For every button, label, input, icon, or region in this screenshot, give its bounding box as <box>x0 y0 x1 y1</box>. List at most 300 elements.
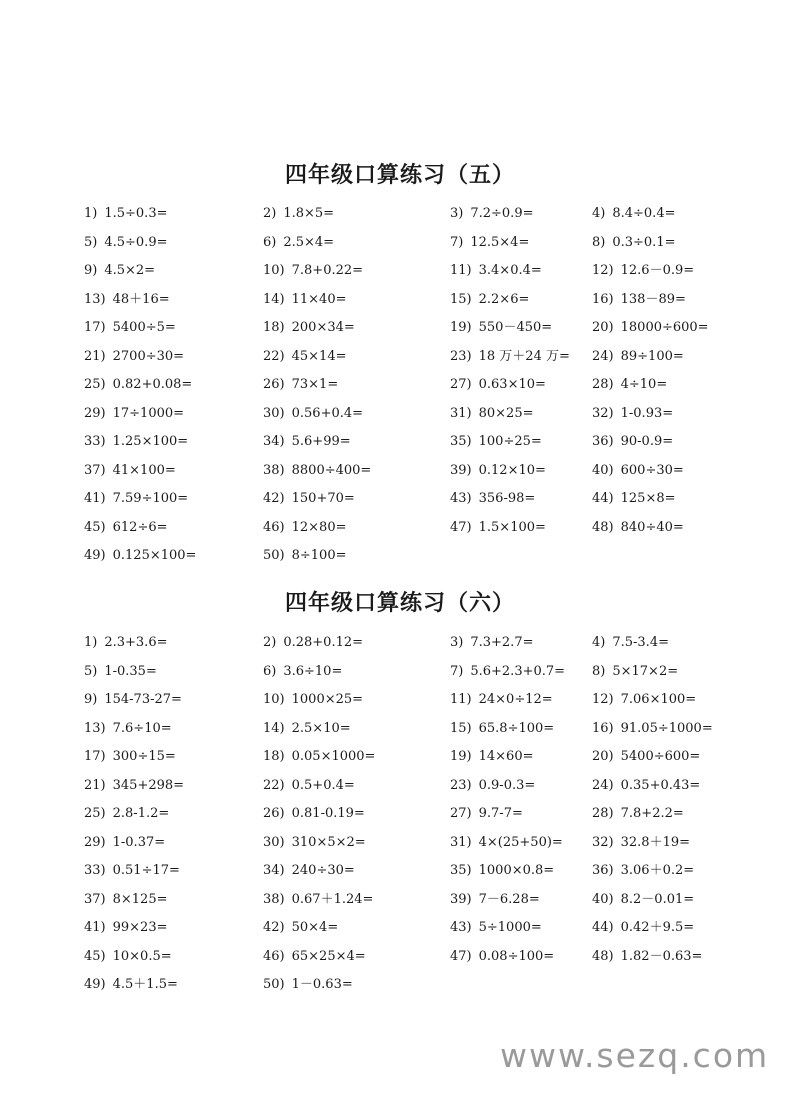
problem-expression: 4.5×2= <box>104 263 156 278</box>
problem-number: 41) <box>84 920 106 935</box>
problem-item <box>84 861 180 881</box>
problem-number: 36) <box>592 863 614 878</box>
problem-expression: 0.56+0.4= <box>291 405 364 421</box>
problem-number: 33) <box>84 863 106 878</box>
problem-expression: 5400÷600= <box>620 749 701 764</box>
problem-item <box>263 233 334 253</box>
problem-item <box>84 975 178 995</box>
problem-number: 44) <box>592 920 614 935</box>
problem-item <box>84 489 188 509</box>
problem-expression: 2.2×6= <box>478 291 530 307</box>
problem-expression: 3.6÷10= <box>283 663 343 679</box>
problem-item <box>263 375 338 395</box>
problem-expression: 8.4÷0.4= <box>612 206 676 221</box>
problem-number: 8) <box>592 234 606 250</box>
problem-expression: 0.42＋9.5= <box>620 920 695 935</box>
problem-expression: 5.6+2.3+0.7= <box>470 663 566 679</box>
problem-number: 39) <box>450 462 472 478</box>
problem-number: 32) <box>592 834 614 850</box>
problem-number: 14) <box>263 720 285 736</box>
problem-expression: 1000×25= <box>291 692 364 707</box>
problem-expression: 4.5＋1.5= <box>112 977 178 992</box>
problem-expression: 2.5×10= <box>291 720 351 736</box>
problem-number: 49) <box>84 548 106 563</box>
problem-number: 39) <box>450 891 472 907</box>
problem-item <box>84 719 172 739</box>
problem-item <box>263 747 375 767</box>
problem-item <box>450 633 533 653</box>
problem-item <box>263 290 347 310</box>
problem-number: 38) <box>263 462 285 478</box>
problem-number: 5) <box>84 663 98 679</box>
problem-number: 23) <box>450 348 472 364</box>
problem-item <box>450 518 546 538</box>
problem-item <box>450 719 554 739</box>
problem-item <box>592 633 669 653</box>
problem-item <box>263 261 363 281</box>
problem-number: 31) <box>450 834 472 850</box>
problem-expression: 0.63×10= <box>478 377 546 392</box>
problem-expression: 45×14= <box>291 348 347 364</box>
problem-expression: 80×25= <box>478 405 534 421</box>
worksheet-title: 四年级口算练习（六） <box>284 591 515 616</box>
problem-number: 43) <box>450 920 472 935</box>
problem-item <box>592 890 694 910</box>
problem-number: 22) <box>263 348 285 364</box>
problem-expression: 0.67＋1.24= <box>291 891 374 907</box>
problem-number: 7) <box>450 663 464 679</box>
problem-item <box>263 890 373 910</box>
problem-item <box>592 347 684 367</box>
problem-expression: 1－0.63= <box>291 977 353 992</box>
problem-item <box>592 518 684 538</box>
problem-expression: 0.05×1000= <box>291 749 376 764</box>
problem-item <box>592 690 696 710</box>
problem-item <box>450 861 554 881</box>
problem-item <box>84 204 167 224</box>
problem-expression: 5×17×2= <box>612 663 679 679</box>
problem-item <box>592 432 673 452</box>
problem-number: 28) <box>592 377 614 392</box>
problem-item <box>450 776 535 796</box>
problem-item <box>84 233 167 253</box>
problem-number: 3) <box>450 635 464 650</box>
problem-number: 23) <box>450 777 472 793</box>
problem-expression: 1.5÷0.3= <box>104 206 168 221</box>
problem-number: 9) <box>84 692 98 707</box>
problem-item <box>84 804 169 824</box>
problem-item <box>84 633 167 653</box>
problem-expression: 48＋16= <box>112 291 170 307</box>
problem-expression: 100÷25= <box>478 434 542 449</box>
problem-number: 26) <box>263 806 285 821</box>
problem-number: 30) <box>263 405 285 421</box>
problem-item <box>263 861 355 881</box>
problem-expression: 0.12×10= <box>478 462 546 478</box>
problem-expression: 840÷40= <box>620 519 684 535</box>
problem-number: 19) <box>450 749 472 764</box>
problem-number: 47) <box>450 519 472 535</box>
problem-expression: 10×0.5= <box>112 948 172 964</box>
problem-expression: 138－89= <box>620 291 686 307</box>
problem-item <box>450 375 546 395</box>
problem-expression: 32.8＋19= <box>620 834 691 850</box>
problem-item <box>450 947 554 967</box>
problem-expression: 150+70= <box>291 491 355 506</box>
problem-expression: 5.6+99= <box>291 434 351 449</box>
problem-item <box>263 404 363 424</box>
problem-item <box>450 747 534 767</box>
problem-number: 42) <box>263 491 285 506</box>
problem-expression: 1.8×5= <box>283 206 335 221</box>
problem-number: 27) <box>450 806 472 821</box>
problem-item <box>263 947 366 967</box>
problem-item <box>84 690 182 710</box>
problem-expression: 1.25×100= <box>112 434 189 449</box>
problem-item <box>84 546 196 566</box>
problem-expression: 356-98= <box>478 491 536 506</box>
problem-number: 5) <box>84 234 98 250</box>
problem-item <box>263 776 355 796</box>
problem-number: 12) <box>592 692 614 707</box>
problem-number: 37) <box>84 891 106 907</box>
problem-number: 2) <box>263 206 277 221</box>
problem-expression: 7.5-3.4= <box>612 635 669 650</box>
problem-item <box>592 461 684 481</box>
problem-item <box>84 918 168 938</box>
problem-item <box>450 690 553 710</box>
problem-expression: 0.28+0.12= <box>283 635 364 650</box>
problem-expression: 0.3÷0.1= <box>612 234 676 250</box>
problem-item <box>450 347 570 367</box>
problem-expression: 0.51÷17= <box>112 863 180 878</box>
problem-number: 49) <box>84 977 106 992</box>
problem-expression: 200×34= <box>291 320 355 335</box>
problem-expression: 8÷100= <box>291 548 347 563</box>
problem-expression: 7－6.28= <box>478 891 540 907</box>
problem-item <box>263 975 353 995</box>
problem-number: 22) <box>263 777 285 793</box>
problem-number: 48) <box>592 948 614 964</box>
problem-item <box>592 747 700 767</box>
problem-expression: 1-0.37= <box>112 834 166 850</box>
problem-number: 25) <box>84 806 106 821</box>
problem-item <box>84 290 170 310</box>
problem-number: 34) <box>263 434 285 449</box>
problem-expression: 0.9-0.3= <box>478 777 536 793</box>
problem-item <box>450 833 563 853</box>
problem-expression: 9.7-7= <box>478 806 523 821</box>
problem-expression: 18000÷600= <box>620 320 709 335</box>
problem-number: 43) <box>450 491 472 506</box>
problem-item <box>450 204 533 224</box>
problem-expression: 90-0.9= <box>620 434 674 449</box>
problem-item <box>84 833 165 853</box>
problem-item <box>84 261 155 281</box>
problem-item <box>592 404 673 424</box>
problem-item <box>84 375 192 395</box>
problem-number: 20) <box>592 749 614 764</box>
problem-expression: 7.8+2.2= <box>620 806 684 821</box>
problem-number: 46) <box>263 519 285 535</box>
problem-item <box>450 318 552 338</box>
problem-expression: 99×23= <box>112 920 168 935</box>
problem-item <box>450 290 529 310</box>
problem-expression: 7.06×100= <box>620 692 697 707</box>
problem-number: 18) <box>263 749 285 764</box>
problem-number: 12) <box>592 263 614 278</box>
problem-expression: 2.8-1.2= <box>112 806 170 821</box>
problem-expression: 0.5+0.4= <box>291 777 355 793</box>
problem-item <box>592 833 690 853</box>
problem-number: 28) <box>592 806 614 821</box>
problem-number: 50) <box>263 548 285 563</box>
problem-expression: 550－450= <box>478 320 553 335</box>
problem-expression: 7.6÷10= <box>112 720 172 736</box>
problem-item <box>450 432 542 452</box>
problem-number: 25) <box>84 377 106 392</box>
problem-item <box>450 261 542 281</box>
problem-number: 47) <box>450 948 472 964</box>
problem-number: 40) <box>592 462 614 478</box>
problem-expression: 8×125= <box>112 891 168 907</box>
problem-item <box>450 461 546 481</box>
problem-item <box>592 261 694 281</box>
problem-number: 4) <box>592 635 606 650</box>
problem-number: 9) <box>84 263 98 278</box>
problem-expression: 612÷6= <box>112 519 168 535</box>
problem-number: 15) <box>450 291 472 307</box>
problem-number: 29) <box>84 834 106 850</box>
problem-expression: 1.82－0.63= <box>620 948 703 964</box>
problem-expression: 12.6－0.9= <box>620 263 695 278</box>
problem-expression: 12.5×4= <box>470 234 530 250</box>
problem-number: 27) <box>450 377 472 392</box>
problem-number: 16) <box>592 291 614 307</box>
problem-number: 24) <box>592 777 614 793</box>
problem-number: 31) <box>450 405 472 421</box>
problem-item <box>84 747 176 767</box>
problem-expression: 50×4= <box>291 920 339 935</box>
problem-item <box>84 947 172 967</box>
problem-number: 38) <box>263 891 285 907</box>
problem-number: 33) <box>84 434 106 449</box>
problem-expression: 89÷100= <box>620 348 684 364</box>
problem-expression: 310×5×2= <box>291 834 366 850</box>
problem-expression: 91.05÷1000= <box>620 720 713 736</box>
problem-number: 2) <box>263 635 277 650</box>
problem-item <box>84 432 188 452</box>
problem-item <box>592 290 686 310</box>
problem-number: 32) <box>592 405 614 421</box>
problem-number: 3) <box>450 206 464 221</box>
problem-item <box>263 662 342 682</box>
problem-expression: 5400÷5= <box>112 320 176 335</box>
problem-item <box>592 861 694 881</box>
problem-item <box>592 233 675 253</box>
problem-number: 15) <box>450 720 472 736</box>
problem-expression: 0.35+0.43= <box>620 777 701 793</box>
problem-number: 10) <box>263 263 285 278</box>
problem-number: 16) <box>592 720 614 736</box>
problem-expression: 4.5÷0.9= <box>104 234 168 250</box>
problem-expression: 14×60= <box>478 749 534 764</box>
problem-item <box>263 804 365 824</box>
problem-number: 42) <box>263 920 285 935</box>
problem-number: 1) <box>84 206 98 221</box>
problem-expression: 41×100= <box>112 462 176 478</box>
problem-number: 29) <box>84 405 106 421</box>
problem-number: 34) <box>263 863 285 878</box>
problem-item <box>263 461 371 481</box>
problem-item <box>84 404 184 424</box>
problem-item <box>450 233 529 253</box>
problem-item <box>450 662 565 682</box>
problem-expression: 3.06＋0.2= <box>620 863 695 878</box>
problem-item <box>263 489 355 509</box>
problem-expression: 65×25×4= <box>291 948 366 964</box>
problem-expression: 11×40= <box>291 291 347 307</box>
problem-item <box>592 375 667 395</box>
problem-number: 8) <box>592 663 606 679</box>
problem-item <box>263 318 355 338</box>
problem-expression: 0.82+0.08= <box>112 377 193 392</box>
problem-item <box>592 204 675 224</box>
worksheet-title: 四年级口算练习（五） <box>284 163 515 188</box>
problem-item <box>263 546 347 566</box>
problem-item <box>450 489 535 509</box>
problem-expression: 18 万＋24 万= <box>478 348 570 364</box>
problem-number: 6) <box>263 234 277 250</box>
problem-item <box>592 918 694 938</box>
problem-item <box>263 918 338 938</box>
problem-expression: 4÷10= <box>620 377 668 392</box>
problem-item <box>263 432 351 452</box>
problem-item <box>263 833 366 853</box>
problem-number: 20) <box>592 320 614 335</box>
problem-expression: 345+298= <box>112 777 185 793</box>
problem-expression: 1.5×100= <box>478 519 546 535</box>
problem-number: 17) <box>84 749 106 764</box>
problem-expression: 240÷30= <box>291 863 355 878</box>
problem-number: 36) <box>592 434 614 449</box>
problem-number: 30) <box>263 834 285 850</box>
problem-expression: 300÷15= <box>112 749 176 764</box>
problem-item <box>84 518 168 538</box>
problem-item <box>592 719 713 739</box>
problem-number: 1) <box>84 635 98 650</box>
problem-item <box>592 947 702 967</box>
problem-number: 11) <box>450 692 472 707</box>
problem-number: 45) <box>84 948 106 964</box>
problem-number: 35) <box>450 863 472 878</box>
problem-item <box>450 804 523 824</box>
problem-item <box>592 489 676 509</box>
problem-expression: 4×(25+50)= <box>478 834 563 850</box>
problem-number: 35) <box>450 434 472 449</box>
problem-number: 46) <box>263 948 285 964</box>
problem-expression: 7.8+0.22= <box>291 263 364 278</box>
problem-expression: 2.5×4= <box>283 234 335 250</box>
problem-number: 19) <box>450 320 472 335</box>
problem-expression: 8800÷400= <box>291 462 372 478</box>
problem-item <box>263 719 351 739</box>
problem-expression: 2700÷30= <box>112 348 185 364</box>
problem-item <box>592 776 700 796</box>
problem-expression: 24×0÷12= <box>478 692 553 707</box>
problem-number: 4) <box>592 206 606 221</box>
problem-number: 13) <box>84 291 106 307</box>
problem-item <box>263 347 347 367</box>
problem-expression: 1-0.35= <box>104 663 157 679</box>
problem-item <box>263 633 363 653</box>
problem-number: 21) <box>84 777 106 793</box>
problem-number: 44) <box>592 491 614 506</box>
problem-item <box>450 890 540 910</box>
problem-expression: 73×1= <box>291 377 339 392</box>
problem-expression: 0.125×100= <box>112 548 197 563</box>
problem-number: 17) <box>84 320 106 335</box>
problem-item <box>84 776 184 796</box>
problem-expression: 0.81-0.19= <box>291 806 365 821</box>
problem-expression: 2.3+3.6= <box>104 635 168 650</box>
problem-item <box>84 347 184 367</box>
problem-number: 13) <box>84 720 106 736</box>
problem-expression: 0.08÷100= <box>478 948 555 964</box>
problem-item <box>84 662 157 682</box>
problem-expression: 154-73-27= <box>104 692 182 707</box>
problem-item <box>84 461 176 481</box>
problem-number: 50) <box>263 977 285 992</box>
problem-expression: 5÷1000= <box>478 920 542 935</box>
problem-expression: 8.2－0.01= <box>620 891 695 907</box>
watermark: www.sezq.com <box>500 1036 770 1075</box>
problem-number: 21) <box>84 348 106 364</box>
problem-item <box>592 662 678 682</box>
problem-number: 10) <box>263 692 285 707</box>
problem-number: 48) <box>592 519 614 535</box>
problem-expression: 1000×0.8= <box>478 863 555 878</box>
problem-item <box>84 318 176 338</box>
problem-expression: 7.3+2.7= <box>470 635 534 650</box>
problem-expression: 3.4×0.4= <box>478 263 542 278</box>
problem-item <box>450 918 542 938</box>
problem-expression: 600÷30= <box>620 462 684 478</box>
problem-expression: 1-0.93= <box>620 405 674 421</box>
problem-item <box>84 890 168 910</box>
problem-number: 11) <box>450 263 472 278</box>
problem-number: 40) <box>592 891 614 907</box>
problem-number: 26) <box>263 377 285 392</box>
problem-item <box>263 518 347 538</box>
problem-item <box>592 804 684 824</box>
problem-item <box>592 318 709 338</box>
problem-expression: 7.2÷0.9= <box>470 206 534 221</box>
problem-expression: 125×8= <box>620 491 676 506</box>
problem-item <box>450 404 534 424</box>
problem-expression: 17÷1000= <box>112 405 185 421</box>
problem-number: 45) <box>84 519 106 535</box>
problem-number: 24) <box>592 348 614 364</box>
problem-number: 7) <box>450 234 464 250</box>
problem-expression: 12×80= <box>291 519 347 535</box>
problem-number: 41) <box>84 491 106 506</box>
problem-number: 37) <box>84 462 106 478</box>
problem-item <box>263 690 363 710</box>
problem-expression: 65.8÷100= <box>478 720 555 736</box>
problem-number: 18) <box>263 320 285 335</box>
problem-item <box>263 204 334 224</box>
